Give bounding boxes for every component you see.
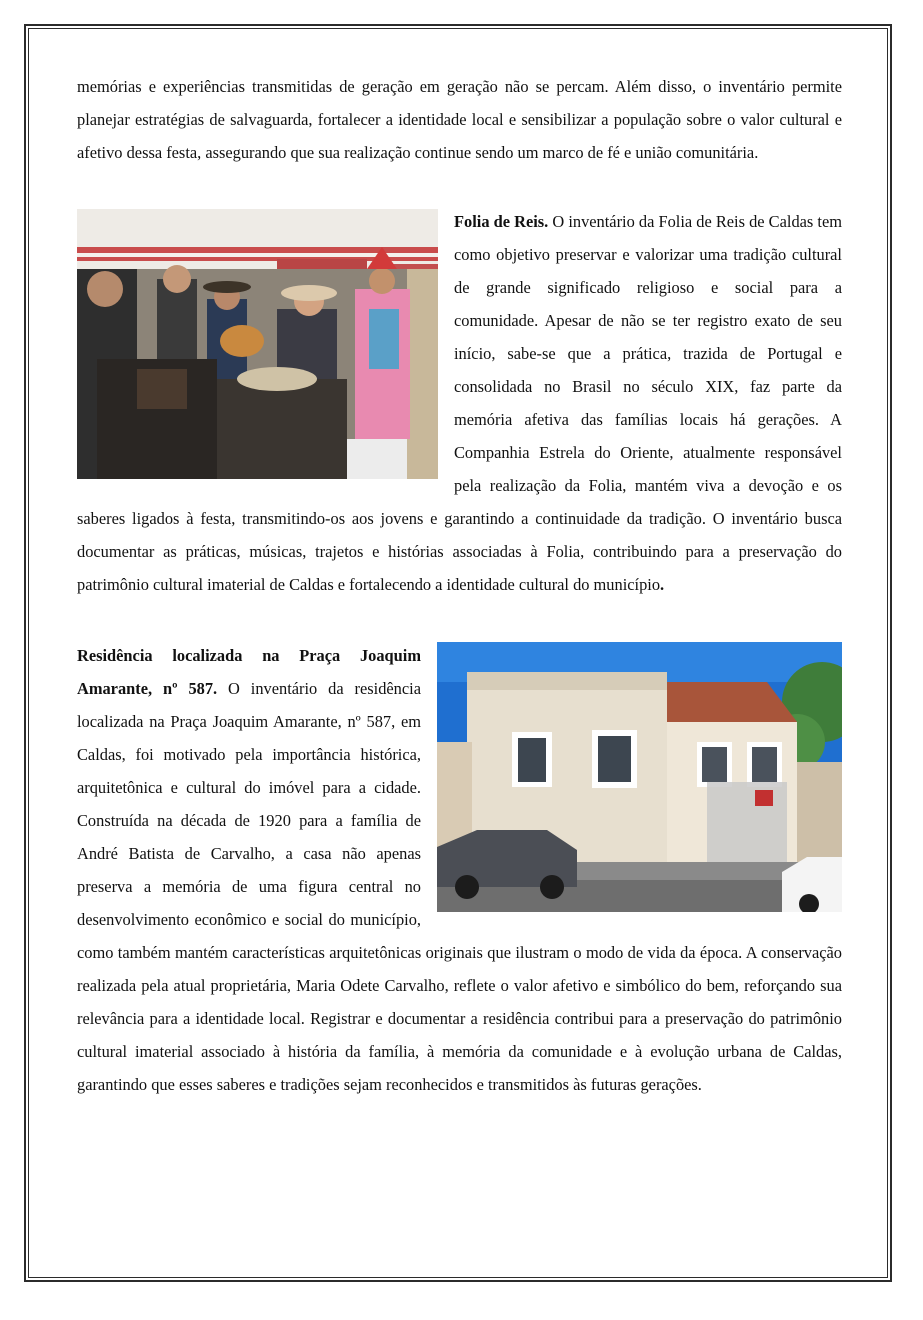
intro-paragraph: memórias e experiências transmitidas de geração em geração não se percam. Além disso, o inventário permite planejar estratégias de salvaguarda, fortalecer a identidade local e sensibilizar a população sobre o valor cultural e afetivo dessa festa, assegurando que sua realização continue sendo um marco de fé e união comunitária. <box>77 77 842 162</box>
house-photo-illustration <box>437 642 842 912</box>
residencia-photo <box>437 642 842 912</box>
document-body <box>77 70 842 1101</box>
folia-heading: Folia de Reis. <box>454 212 549 231</box>
residencia-body: O inventário da residência localizada na Praça Joaquim Amarante, nº 587, em Caldas, foi motivado pela importância histórica, arquitetônica e cultural do imóvel para a cidade. Construída na década de 1920 para a família de André Batista de Carvalho, a casa não apenas preserva a memória de uma figura central no desenvolvimento econômico e social do município, como também mantém características arquitetônicas originais que ilustram o modo de vida da época. A conservação realizada pela atual proprietária, Maria Odete Carvalho, reflete o valor afetivo e simbólico do bem, reforçando sua relevância para a identidade local. Registrar e documentar a residência contribui para a preservação do patrimônio cultural imaterial associado à história da família, à memória da comunidade e à evolução urbana de Caldas, garantindo que esses saberes e tradições sejam reconhecidos e transmitidos às futuras gerações. <box>77 679 842 1094</box>
folia-photo-illustration <box>77 209 438 479</box>
folia-body: O inventário da Folia de Reis de Caldas tem como objetivo preservar e valorizar uma tradição cultural de grande significado religioso e social para a comunidade. Apesar de não se ter registro exato de seu início, sabe-se que a prática, trazida de Portugal e consolidada no Brasil no século XIX, faz parte da memória afetiva das famílias locais há gerações. A Companhia Estrela do Oriente, atualmente responsável pela realização da Folia, mantém viva a devoção e os saberes ligados à festa, transmitindo-os aos jovens e garantindo a continuidade da tradição. O inventário busca documentar as práticas, músicas, trajetos e histórias associadas à Folia, contribuindo para a preservação do patrimônio cultural imaterial de Caldas e fortalecendo a identidade cultural do município <box>77 212 842 594</box>
folia-de-reis-photo <box>77 209 438 479</box>
folia-end-mark: . <box>660 575 665 594</box>
residencia-heading: Residência localizada na Praça Joaquim Amarante, nº 587. <box>77 646 421 698</box>
